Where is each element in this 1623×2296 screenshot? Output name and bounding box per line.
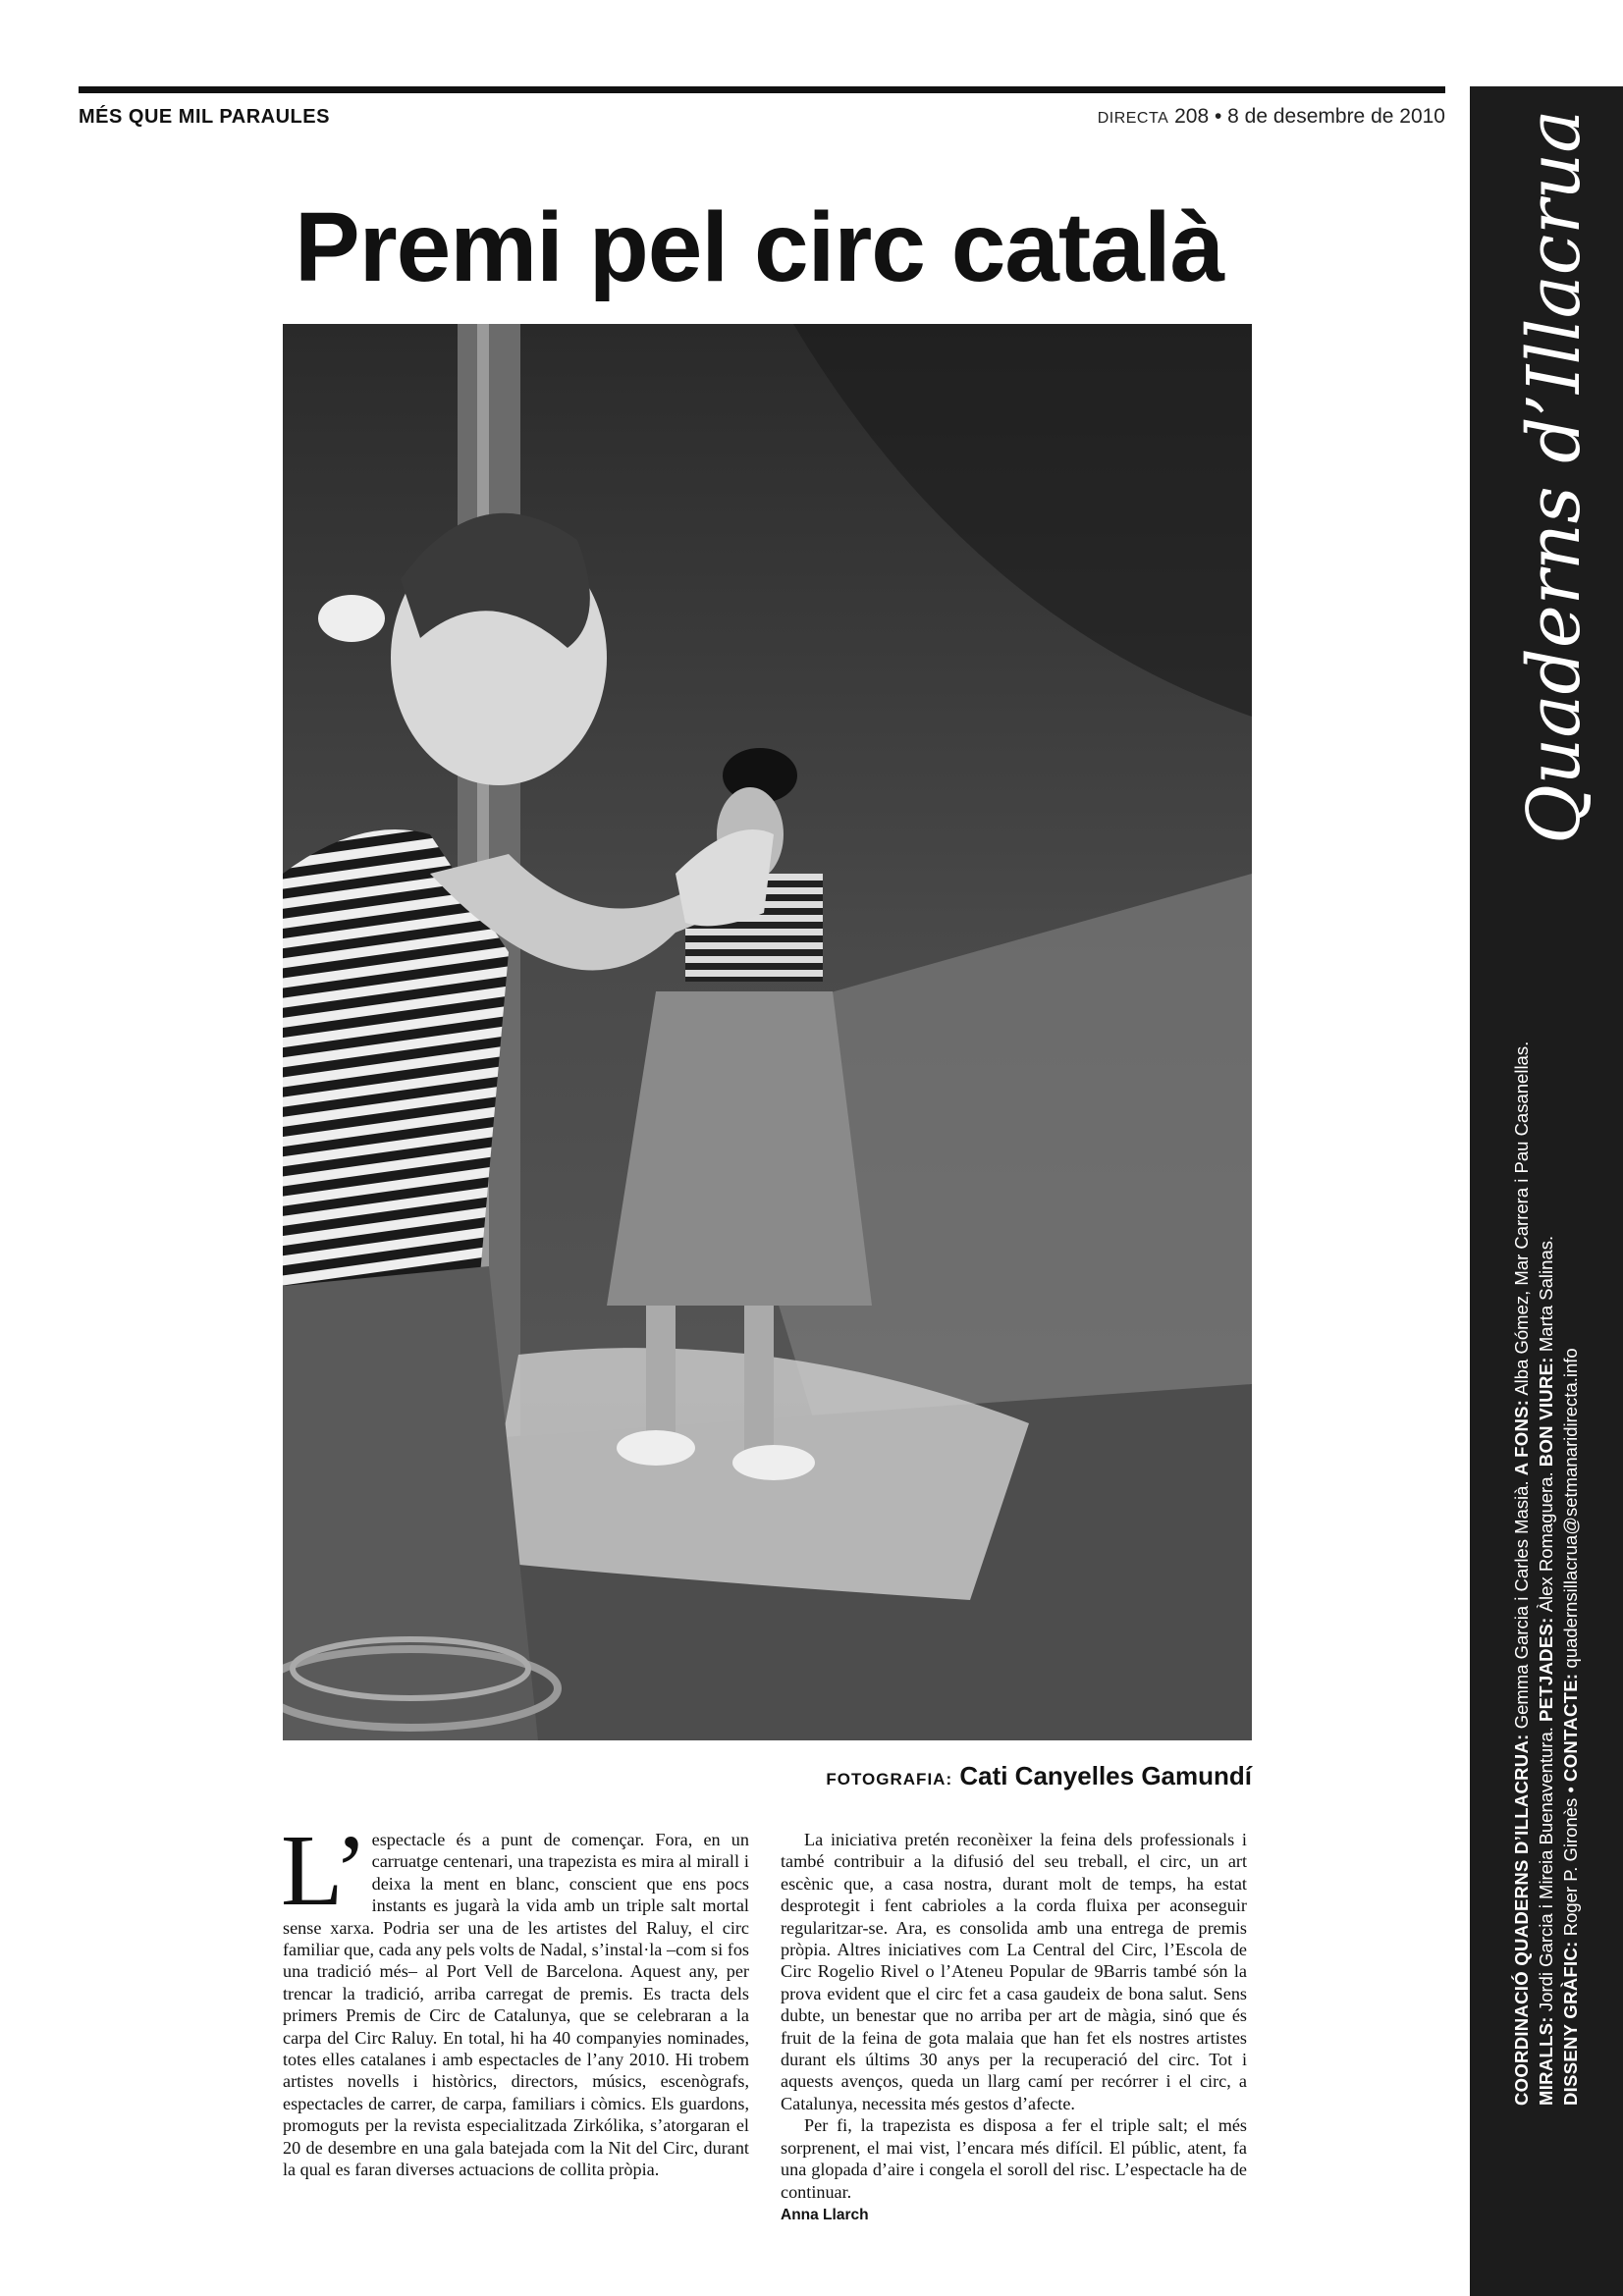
issue-info bbox=[1098, 105, 1445, 129]
photo-credit bbox=[826, 1761, 1252, 1791]
article-column-1 bbox=[281, 1814, 749, 2181]
publication-name: DIRECTA bbox=[1097, 110, 1169, 127]
article-paragraph bbox=[281, 1814, 749, 2181]
article-paragraph: La iniciativa pretén reconèixer la feina dels professionals i també contribuir a la difusió del seu treball, el circ, un art escènic que, a casa nostra, durant molt de temps, ha estat desprotegit i fent cabrioles a la corda fluixa per aconseguir regularitzar-se. Ara, es consolida amb una entrega de premis pròpia. Altres iniciatives com La Central del Circ, l’Escola de Circ Rogelio Rivel o l’Ateneu Popular de 9Barris també són la prova evident que el circ fet a casa gaudeix de bona salut. Sens dubte, un benestar que no arriba per art de màgia, sinó que és fruit de la feina de gota malaia que han fet els nostres artistes durant els últims 30 anys per la recuperació del circ. Tot i aquests avenços, queda un llarg camí per recórrer i el circ, a Catalunya, necessita més gestos d’afecte. bbox=[781, 1830, 1247, 2113]
issue-date: 208 • 8 de desembre de 2010 bbox=[1174, 105, 1445, 128]
article-column-2 bbox=[781, 1829, 1247, 2226]
photographer-name: Cati Canyelles Gamundí bbox=[959, 1761, 1252, 1790]
credits-line: DISSENY GRÀFIC: Roger P. Gironès • CONTACTE: quadernsillacrua@setmanaridirecta.info bbox=[1560, 1348, 1581, 2106]
article-paragraph: Per fi, la trapezista es disposa a fer el triple salt; el més sorprenent, el mai vist, l’encara més difícil. El públic, atent, fa una glopada d’aire i congela el soroll del risc. L’espectacle ha de continuar. bbox=[781, 2115, 1247, 2202]
drop-cap: L’ bbox=[281, 1814, 368, 1927]
article-paragraph-text: espectacle és a punt de començar. Fora, en un carruatge centenari, una trapezista es mira al mirall i deixa la ment en blanc, conscient que ens pocs instants es jugarà la vida amb un triple salt mortal sense xarxa. Podria ser una de les artistes del Raluy, el circ familiar que, cada any pels volts de Nadal, s’instal·la –com si fos una tradició més– al Port Vell de Barcelona. Aquest any, per trencar la tradició, arriba carregat de premis. Es tracta dels primers Premis de Circ de Catalunya, que se celebraran a la carpa del Circ Raluy. En total, hi ha 40 companyies nominades, totes elles catalanes i amb espectacles de l’any 2010. Hi trobem artistes novells i històrics, directors, músics, escenògrafs, espectacles de carrer, de carpa, familiars i còmics. Els guardons, promoguts per la revista especialitzada Zirkólika, s’atorgaran el 20 de desembre en una gala batejada com la Nit del Circ, durant la qual es faran diverses actuacions de collita pròpia. bbox=[283, 1830, 749, 2180]
section-label: MÉS QUE MIL PARAULES bbox=[79, 106, 330, 128]
circus-photo bbox=[283, 324, 1252, 1740]
credits-line: MIRALLS: Jordi Garcia i Mireia Buenaventura. PETJADES: Àlex Romaguera. BON VIURE: Marta Salinas. bbox=[1536, 1235, 1556, 2106]
headline: Premi pel circ català bbox=[295, 192, 1224, 302]
staff-credits bbox=[1509, 1041, 1583, 2106]
supplement-title: Quaderns d’Illacrua bbox=[1512, 109, 1596, 844]
photo-credit-label: FOTOGRAFIA: bbox=[826, 1770, 953, 1789]
article-author: Anna Llarch bbox=[781, 2206, 869, 2223]
credits-line: COORDINACIÓ QUADERNS D’ILLACRUA: Gemma Garcia i Carles Masià. A FONS: Alba Gómez, Mar Carrera i Pau Casanellas. bbox=[1511, 1041, 1532, 2106]
top-rule bbox=[79, 86, 1445, 93]
